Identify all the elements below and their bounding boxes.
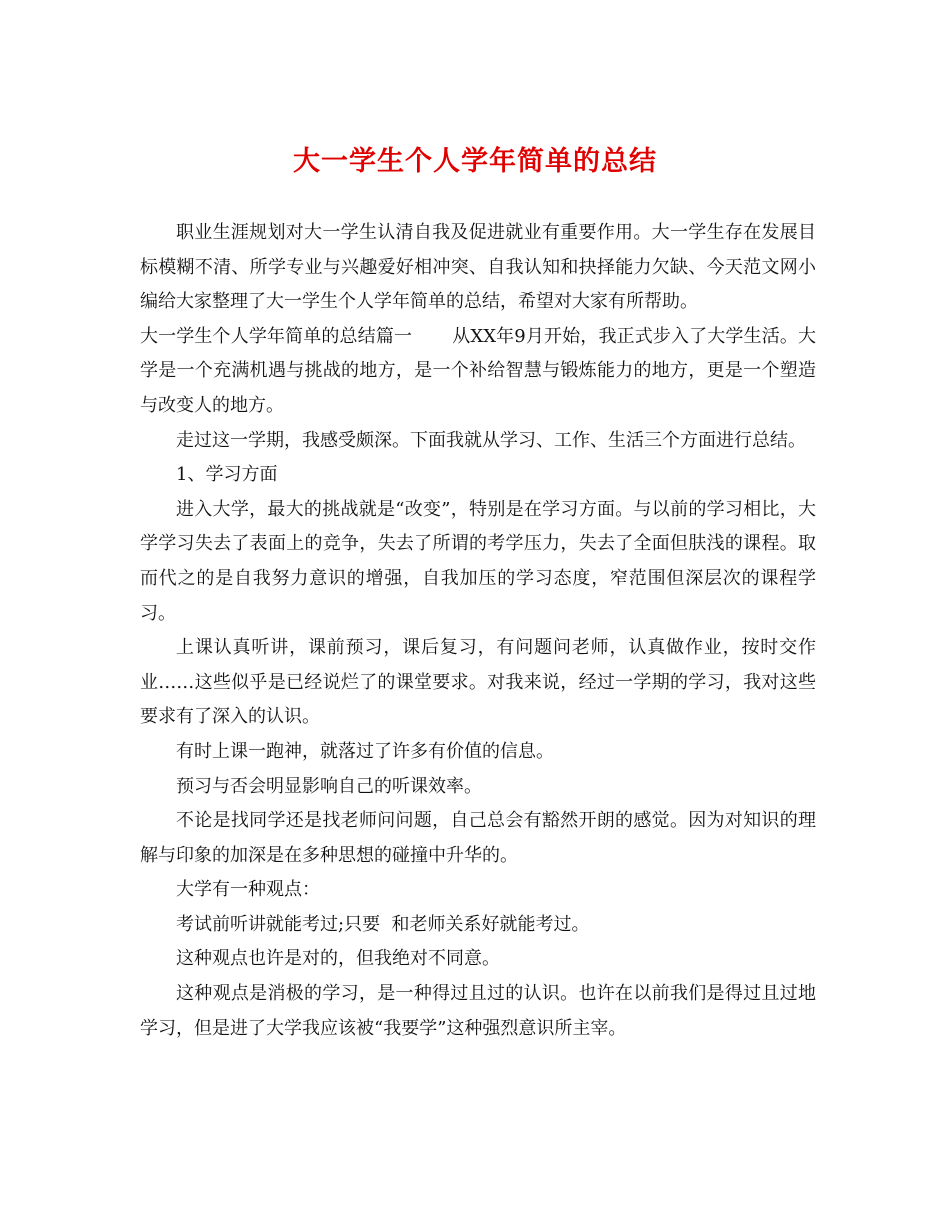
paragraph-overview: 走过这一学期，我感受颇深。下面我就从学习、工作、生活三个方面进行总结。 [176, 429, 806, 451]
document-body [140, 216, 816, 1046]
paragraph-asking-questions: 不论是找同学还是找老师问问题，自己总会有豁然开朗的感觉。因为对知识的理解与印象的加深是在多种思想的碰撞中升华的。 [140, 810, 816, 866]
paragraph-class-requirements: 上课认真听讲，课前预习，课后复习，有问题问老师，认真做作业，按时交作业……这些似乎是已经说烂了的课堂要求。对我来说，经过一学期的学习，我对这些要求有了深入的认识。 [140, 637, 816, 728]
paragraph-challenge: 进入大学，最大的挑战就是“改变”，特别是在学习方面。与以前的学习相比，大学学习失去了表面上的竞争，失去了所谓的考学压力，失去了全面但肤浅的课程。取而代之的是自我努力意识的增强，自我加压的学习态度，窄范围但深层次的课程学习。 [140, 498, 816, 624]
paragraph-viewpoint-intro: 大学有一种观点： [176, 879, 320, 901]
paragraph-intro: 职业生涯规划对大一学生认清自我及促进就业有重要作用。大一学生存在发展目标模糊不清、所学专业与兴趣爱好相冲突、自我认知和抉择能力欠缺、今天范文网小编给大家整理了大一学生个人学年简单的总结，希望对大家有所帮助。 [140, 222, 816, 313]
paragraph-section-one [140, 320, 816, 424]
paragraph-preview: 预习与否会明显影响自己的听课效率。 [176, 775, 482, 797]
paragraph-study-heading: 1、学习方面 [176, 464, 278, 486]
paragraph-distraction: 有时上课一跑神，就落过了许多有价值的信息。 [176, 740, 554, 762]
section-heading: 大一学生个人学年简单的总结篇一 [140, 325, 413, 347]
paragraph-conclusion: 这种观点是消极的学习，是一种得过且过的认识。也许在以前我们是得过且过地学习，但是进了大学我应该被“我要学”这种强烈意识所主宰。 [140, 983, 816, 1039]
paragraph-disagree: 这种观点也许是对的，但我绝对不同意。 [176, 948, 500, 970]
section-one-text: 从XX年9月开始，我正式步入了大学生活。大学是一个充满机遇与挑战的地方，是一个补给智慧与锻炼能力的地方，更是一个塑造与改变人的地方。 [140, 325, 816, 416]
document-title: 大一学生个人学年简单的总结 [293, 146, 657, 177]
paragraph-viewpoint: 考试前听讲就能考过;只要 和老师关系好就能考过。 [176, 913, 590, 935]
